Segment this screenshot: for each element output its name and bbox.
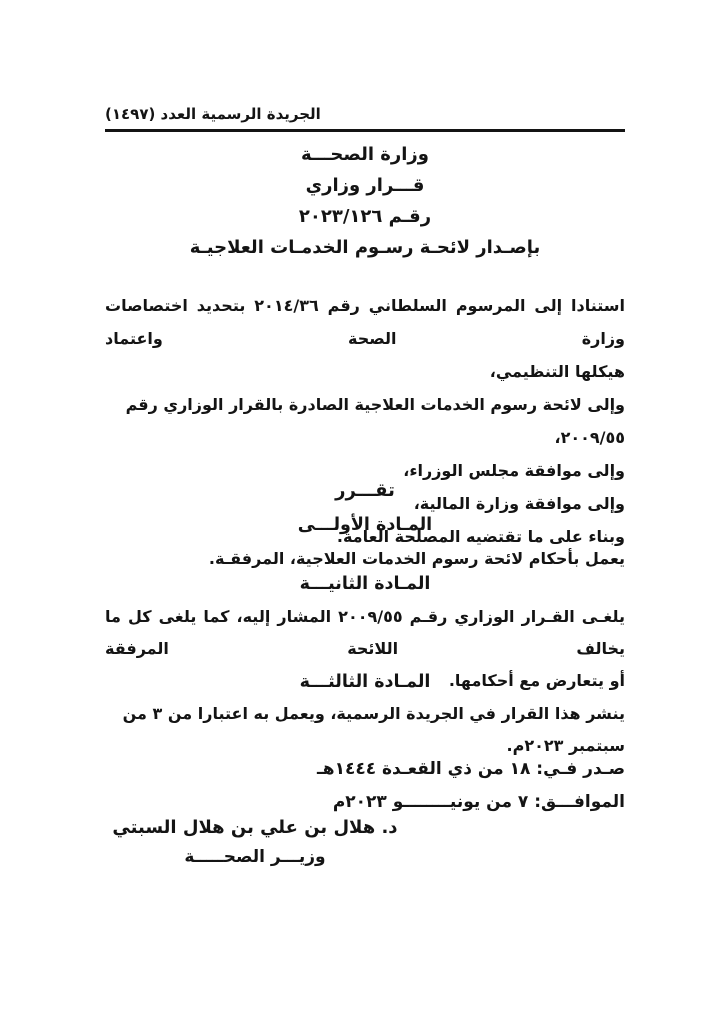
preamble: [105, 289, 625, 553]
gazette-header: [105, 104, 625, 132]
preamble-line: وإلى لائحة رسوم الخدمات العلاجية الصادرة بالقرار الوزاري رقم ٢٠٠٩/٥٥،: [125, 395, 625, 447]
corresponding-date-line: الموافـــق: ٧ من يونيــــــــو ٢٠٢٣م: [332, 792, 625, 812]
issued-on-line: صـدر فـي: ١٨ من ذي القعـدة ١٤٤٤هـ: [316, 759, 625, 779]
decision-number: رقـم ٢٠٢٣/١٢٦: [298, 206, 432, 227]
decree-word: تقـــرر: [335, 480, 395, 501]
gazette-issue-label: الجريدة الرسمية العدد (١٤٩٧): [105, 105, 321, 123]
decision-title-block: [105, 139, 625, 263]
preamble-line: وبناء على ما تقتضيه المصلحة العامة.: [336, 527, 625, 546]
ministry-name: وزارة الصحـــة: [301, 144, 429, 165]
article-2-body-line: أو يتعارض مع أحكامها.: [448, 671, 625, 690]
article-3-body-line: ينشر هذا القرار في الجريدة الرسمية، ويعمل به اعتبارا من ٣ من سبتمبر ٢٠٢٣م.: [122, 704, 625, 755]
signature-block: [105, 814, 405, 872]
article-1-body-line: يعمل بأحكام لائحة رسوم الخدمات العلاجية، المرفقـة.: [208, 549, 625, 568]
decision-type: قـــرار وزاري: [305, 175, 425, 196]
article-1-heading: المـادة الأولـــى: [297, 515, 433, 535]
preamble-line: استنادا إلى المرسوم السلطاني رقم ٢٠١٤/٣٦ بتحديد اختصاصات وزارة الصحة واعتماد: [105, 296, 625, 348]
decision-subject: بإصـدار لائحـة رسـوم الخدمـات العلاجيـة: [189, 237, 541, 258]
article-3-heading: المـادة الثالثـــة: [299, 672, 431, 692]
article-2-body-line: يلغـى القـرار الوزاري رقـم ٢٠٠٩/٥٥ المشار إليه، كما يلغى كل ما يخالف اللائحة المرفقة: [105, 607, 625, 658]
issuance-block: [105, 753, 625, 819]
preamble-line: هيكلها التنظيمي،: [489, 362, 625, 381]
article-1-body: [105, 543, 625, 575]
preamble-line: وإلى موافقة مجلس الوزراء،: [403, 461, 625, 480]
article-2-heading: المـادة الثانيـــة: [299, 574, 431, 594]
minister-title: وزيـــر الصحـــــة: [184, 847, 326, 867]
minister-name: د. هلال بن علي بن هلال السبتي: [112, 817, 398, 838]
preamble-line: وإلى موافقة وزارة المالية،: [413, 494, 625, 513]
